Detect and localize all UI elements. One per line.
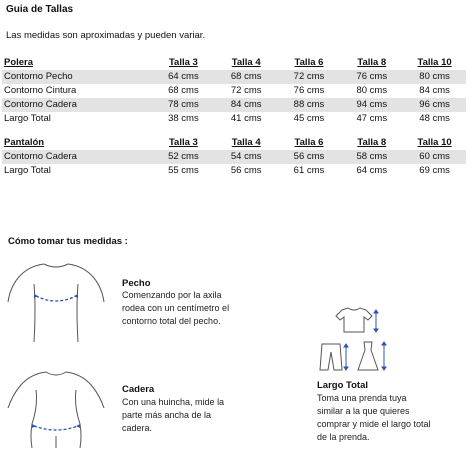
- column-header: Talla 6: [294, 57, 324, 68]
- table-cell: 88 cms: [278, 98, 341, 112]
- table-cell: 58 cms: [340, 150, 403, 164]
- column-header: Talla 10: [417, 137, 452, 148]
- table-cell: 78 cms: [152, 98, 215, 112]
- instruction-line: Con una huincha, mide la: [122, 397, 225, 407]
- table-cell: 45 cms: [293, 113, 325, 124]
- row-label: Contorno Cintura: [4, 85, 77, 96]
- column-header: Talla 3: [168, 137, 198, 148]
- chest-title: Pecho: [122, 278, 151, 289]
- hip-title: Cadera: [122, 384, 155, 395]
- page-title: Guia de Tallas: [6, 4, 74, 15]
- chest-measure-figure-icon: [6, 258, 106, 342]
- table-cell: 76 cms: [293, 85, 325, 96]
- table-header-row: [2, 136, 466, 150]
- column-header: Talla 8: [357, 57, 387, 68]
- instruction-line: similar a la que quieres: [317, 406, 410, 416]
- table-cell: 48 cms: [419, 113, 450, 124]
- table-row: [2, 112, 466, 126]
- table-cell: 56 cms: [278, 150, 341, 164]
- table-cell: 52 cms: [152, 150, 215, 164]
- pantalon-size-table: [2, 136, 466, 178]
- column-header: Talla 4: [231, 137, 261, 148]
- chest-instructions: [122, 289, 229, 328]
- total-length-instructions: [317, 392, 431, 444]
- table-cell: 80 cms: [403, 70, 466, 84]
- garment-length-figures-icon: [314, 304, 394, 374]
- column-header: Talla 4: [231, 57, 261, 68]
- instruction-line: cadera.: [122, 423, 153, 433]
- table-cell: 61 cms: [293, 165, 325, 176]
- table-cell: 47 cms: [356, 113, 388, 124]
- total-length-title: Largo Total: [317, 380, 369, 391]
- instruction-line: de la prenda.: [317, 432, 370, 442]
- column-header: Talla 8: [357, 137, 387, 148]
- row-label: Largo Total: [4, 165, 51, 176]
- table-cell: 80 cms: [356, 85, 388, 96]
- row-label: Contorno Cadera: [2, 150, 152, 164]
- table-cell: 54 cms: [215, 150, 278, 164]
- table-cell: 68 cms: [215, 70, 278, 84]
- page-subtitle: Las medidas son aproximadas y pueden variar.: [6, 30, 206, 41]
- table-row: [2, 70, 466, 84]
- table-cell: 64 cms: [152, 70, 215, 84]
- table-cell: 55 cms: [168, 165, 199, 176]
- instruction-line: Toma una prenda tuya: [317, 393, 407, 403]
- table-cell: 38 cms: [168, 113, 199, 124]
- column-header: Pantalón: [4, 137, 45, 148]
- table-cell: 41 cms: [230, 113, 262, 124]
- hip-instructions: [122, 396, 224, 435]
- how-to-measure-heading: Cómo tomar tus medidas :: [8, 236, 128, 247]
- table-cell: 69 cms: [419, 165, 450, 176]
- column-header: Talla 10: [417, 57, 452, 68]
- table-row: [2, 164, 466, 178]
- table-cell: 64 cms: [356, 165, 388, 176]
- instruction-line: comprar y mide el largo total: [317, 419, 431, 429]
- table-header-row: [2, 56, 466, 70]
- column-header: Talla 6: [294, 137, 324, 148]
- row-label: Contorno Cadera: [2, 98, 152, 112]
- table-cell: 60 cms: [403, 150, 466, 164]
- column-header: Polera: [4, 57, 34, 68]
- column-header: Talla 3: [168, 57, 198, 68]
- instruction-line: parte más ancha de la: [122, 410, 212, 420]
- instruction-line: rodea con un centímetro el: [122, 303, 230, 313]
- hip-measure-figure-icon: [6, 366, 106, 448]
- instruction-line: contorno total del pecho.: [122, 316, 221, 326]
- table-cell: 76 cms: [340, 70, 403, 84]
- table-cell: 68 cms: [168, 85, 199, 96]
- table-cell: 84 cms: [215, 98, 278, 112]
- table-row: [2, 84, 466, 98]
- table-row: [2, 150, 466, 164]
- table-row: [2, 98, 466, 112]
- polera-size-table: [2, 56, 466, 126]
- instruction-line: Comenzando por la axila: [122, 290, 222, 300]
- table-cell: 72 cms: [278, 70, 341, 84]
- table-cell: 96 cms: [403, 98, 466, 112]
- table-cell: 72 cms: [230, 85, 262, 96]
- table-cell: 94 cms: [340, 98, 403, 112]
- row-label: Contorno Pecho: [2, 70, 152, 84]
- table-cell: 56 cms: [230, 165, 262, 176]
- table-cell: 84 cms: [419, 85, 450, 96]
- row-label: Largo Total: [4, 113, 51, 124]
